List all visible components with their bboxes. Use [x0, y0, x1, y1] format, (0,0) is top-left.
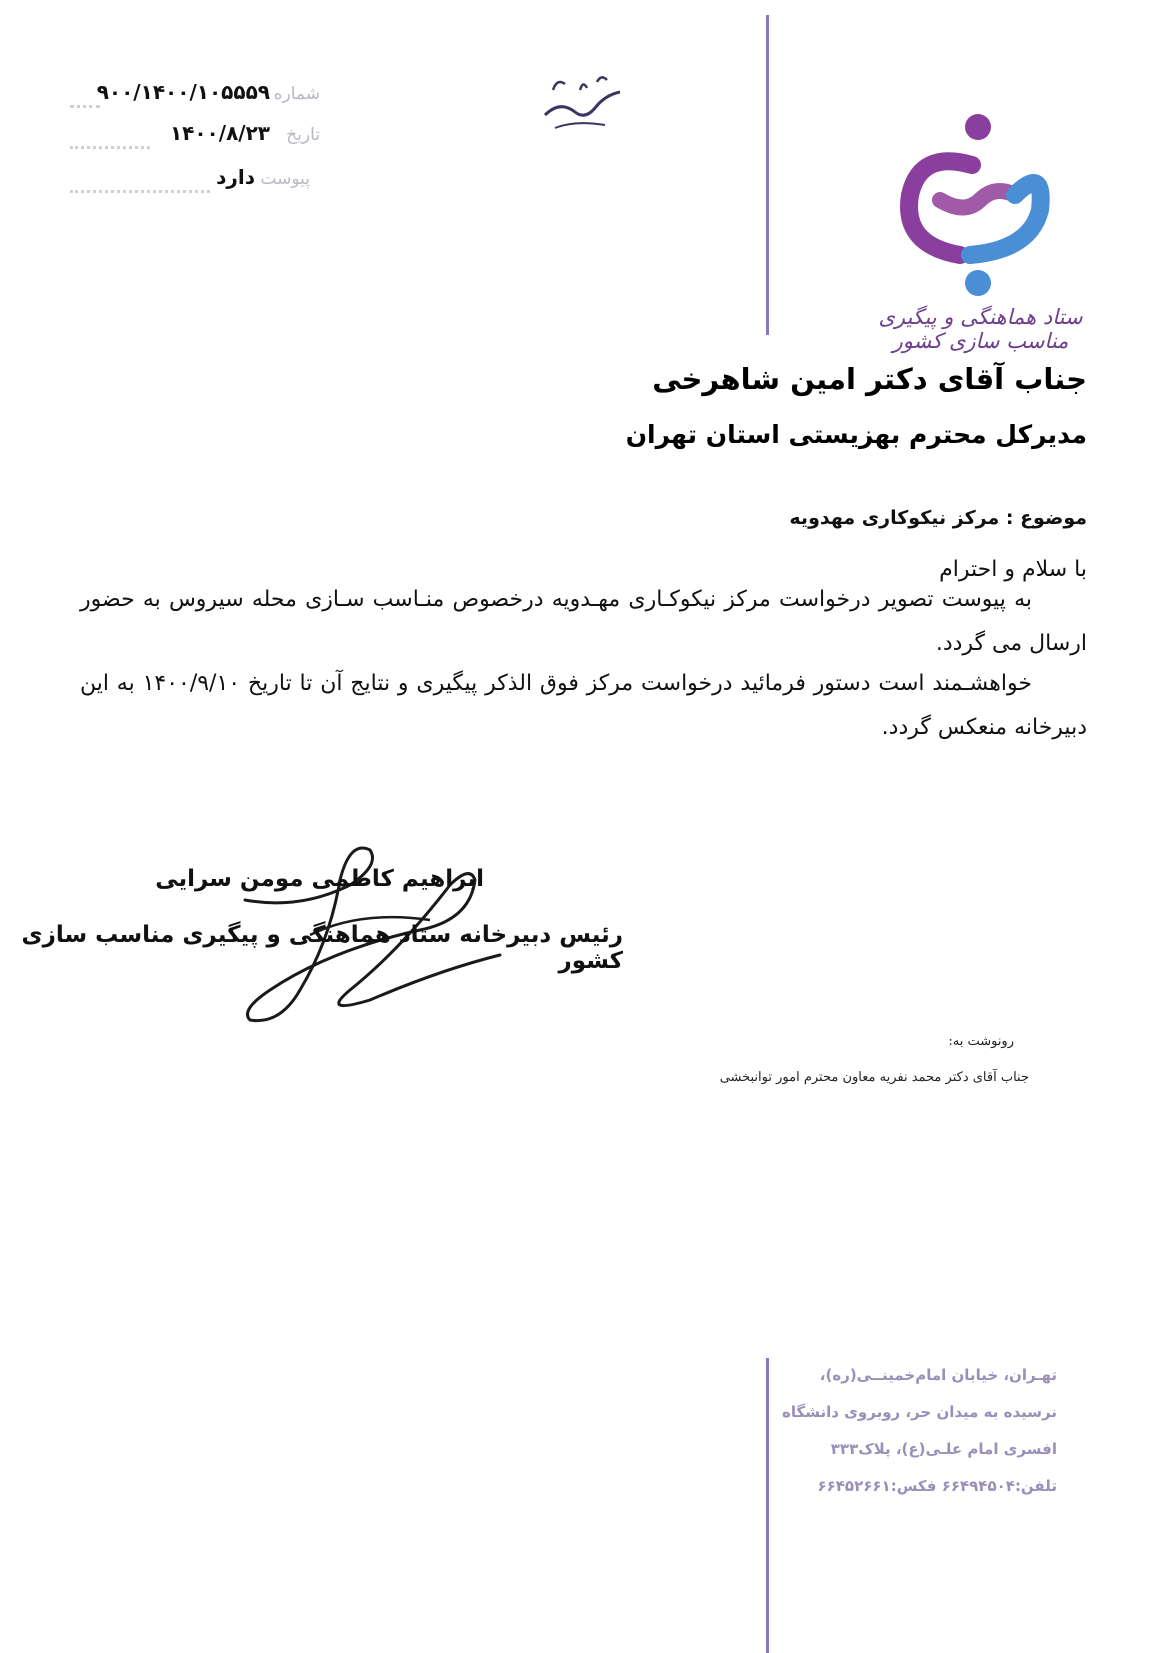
- date-value: ۱۴۰۰/۸/۲۳: [169, 121, 270, 145]
- attachment-dots: [70, 190, 210, 193]
- number-dots: [70, 105, 100, 108]
- subject-label: موضوع :: [1005, 507, 1087, 529]
- cc-label: رونوشت به:: [948, 1034, 1014, 1049]
- signer-position: رئیس دبیرخانه ستاد هماهنگی و پیگیری مناسب سازی کشور: [21, 922, 623, 974]
- address-line-3: افسری امام علـی(ع)، پلاک۳۳۳: [830, 1440, 1057, 1458]
- signer-name: ابراهیم کاظمی مومن سرایی: [155, 866, 484, 892]
- attachment-label: پیوست: [260, 169, 310, 189]
- address-line-1: تهـران، خیابان امام‌خمینــی(ره)،: [819, 1366, 1057, 1384]
- number-label: شماره: [273, 84, 320, 104]
- basmala-calligraphy: [535, 70, 625, 140]
- date-dots: [70, 146, 150, 149]
- addressee-title: مدیرکل محترم بهزیستی استان تهران: [625, 420, 1087, 449]
- body-paragraph-1: به پیوست تصویر درخواست مرکز نیکوکـاری مهـدویه درخصوص منـاسب سـازی محله سیروس به حضور ارسال می گردد.: [80, 587, 1087, 656]
- addressee-name: جناب آقای دکتر امین شاهرخی: [652, 362, 1087, 396]
- subject-value: مرکز نیکوکاری مهدویه: [789, 507, 1000, 529]
- address-line-2: نرسیده به میدان حر، روبروی دانشگاه: [782, 1403, 1057, 1421]
- logo-caption: ستاد هماهنگی و پیگیری مناسب سازی کشور: [878, 305, 1083, 353]
- contact-line: تلفن:۶۶۴۹۴۵۰۴ فکس:۶۶۴۵۲۶۶۱: [817, 1477, 1057, 1495]
- greeting: با سلام و احترام: [939, 557, 1087, 582]
- subject-line: [789, 507, 1087, 529]
- cc-recipient: جناب آقای دکتر محمد نفریه معاون محترم امور توانبخشی: [719, 1070, 1029, 1085]
- number-row: [70, 80, 320, 110]
- date-row: [70, 121, 320, 151]
- footer-address: [757, 1357, 1057, 1505]
- header-divider-line: [766, 15, 769, 335]
- number-value: ۹۰۰/۱۴۰۰/۱۰۵۵۵۹: [96, 80, 270, 104]
- date-label: تاریخ: [286, 125, 320, 145]
- attachment-row: [70, 165, 310, 195]
- organization-logo: [880, 105, 1080, 305]
- attachment-value: دارد: [216, 165, 255, 189]
- body-paragraph-2: خواهشـمند است دستور فرمائید درخواست مرکز فوق الذکر پیگیری و نتایج آن تا تاریخ ۱۴۰۰/۹/۱۰ به این دبیرخانه منعکس گردد.: [80, 671, 1087, 740]
